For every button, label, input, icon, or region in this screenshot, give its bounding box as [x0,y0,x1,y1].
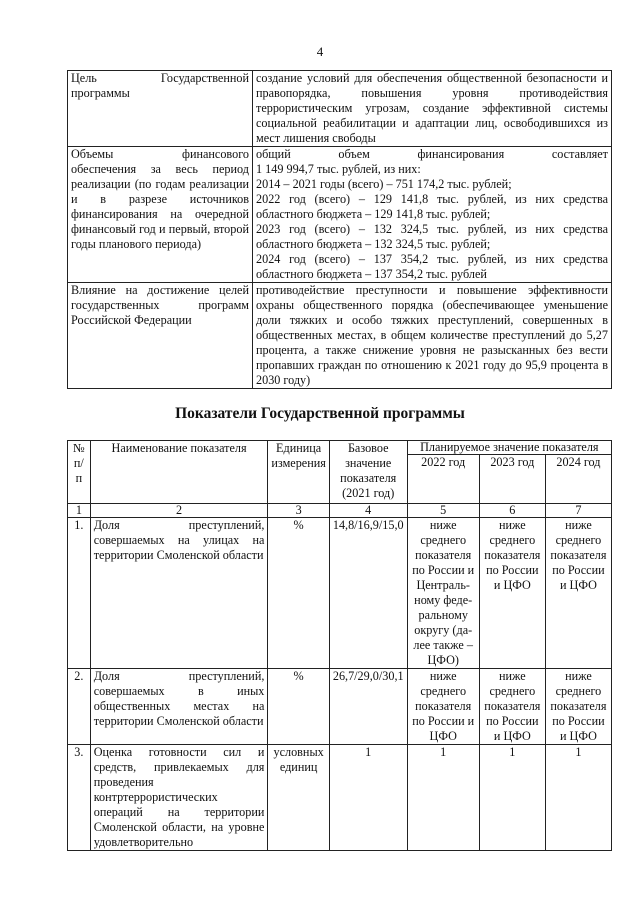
header-2023: 2023 год [479,455,545,504]
row-2023: 1 [479,745,545,851]
passport-value-impact: противодействие преступности и повышение эффективности охраны общественного порядка (обеспечивающее уменьшение доли тяжких и особо тяжких преступлений, совершенных в общественных местах, в общем количестве преступлений до 5,27 процента, а также снижение уровня не разысканных без вести пропавших граждан по отношению к 2021 году до 95,9 процента в 2030 году) [253,283,612,389]
row-2022: ниже среднего показателя по России и ЦФО [407,669,479,745]
col-index: 4 [329,504,407,518]
column-index-row [68,504,612,518]
header-num: № п/п [68,441,91,504]
header-planned: Планируемое значение показателя [407,441,611,455]
row-base: 14,8/16,9/15,0 [329,518,407,669]
passport-value-funding [253,147,612,283]
funding-line: общий объем финансирования составляет [256,147,608,161]
header-name: Наименование показателя [90,441,268,504]
funding-line: 2023 год (всего) – 132 324,5 тыс. рублей, из них средства областного бюджета – 132 324,5 тыс. рублей; [256,222,608,251]
passport-value-goal: создание условий для обеспечения общественной безопасности и правопорядка, повышения уровня противодействия террористическим угрозам, создание эффективной системы социальной реабилитации и адаптации лиц, освободившихся из мест лишения свободы [253,71,612,147]
header-2022: 2022 год [407,455,479,504]
row-unit: % [268,518,329,669]
row-2022: ниже среднего показателя по России и Централь-ному феде-ральному округу (да-лее также – ЦФО) [407,518,479,669]
col-index: 5 [407,504,479,518]
header-2024: 2024 год [545,455,611,504]
header-base: Базовое значение показателя (2021 год) [329,441,407,504]
passport-row-funding [68,147,612,283]
program-passport-table [67,70,612,389]
row-2022: 1 [407,745,479,851]
passport-label-funding: Объемы финансового обеспечения за весь период реализации (по годам реализации и в разрезе источников финансирования на очередной финансовый год и первый, второй годы планового периода) [68,147,253,283]
row-num: 3. [68,745,91,851]
row-2024: ниже среднего показателя по России и ЦФО [545,669,611,745]
passport-row-goal [68,71,612,147]
row-unit: условных единиц [268,745,329,851]
header-unit: Единица измерения [268,441,329,504]
funding-line: 1 149 994,7 тыс. рублей, из них: [256,162,421,176]
row-num: 1. [68,518,91,669]
table-row [68,518,612,669]
row-base: 1 [329,745,407,851]
row-name: Доля преступлений, совершаемых в иных общественных местах на территории Смоленской области [90,669,268,745]
row-name: Доля преступлений, совершаемых на улицах на территории Смоленской области [90,518,268,669]
funding-line: 2024 год (всего) – 137 354,2 тыс. рублей, из них средства областного бюджета – 137 354,2 тыс. рублей [256,252,608,281]
passport-label-impact: Влияние на достижение целей государственных программ Российской Федерации [68,283,253,389]
row-2024: 1 [545,745,611,851]
funding-line: 2014 – 2021 годы (всего) – 751 174,2 тыс. рублей; [256,177,512,191]
section-title: Показатели Государственной программы [175,405,465,422]
row-2023: ниже среднего показателя по России и ЦФО [479,518,545,669]
table-row [68,669,612,745]
page-number: 4 [316,44,324,59]
col-index: 1 [68,504,91,518]
row-2024: ниже среднего показателя по России и ЦФО [545,518,611,669]
col-index: 6 [479,504,545,518]
passport-label-goal: Цель Государственной программы [68,71,253,147]
passport-row-impact [68,283,612,389]
table-row [68,745,612,851]
header-row [68,441,612,455]
row-name: Оценка готовности сил и средств, привлекаемых для проведения контртеррористических операций на территории Смоленской области, на уровне удовлетворительно [90,745,268,851]
indicators-table [67,440,612,851]
row-2023: ниже среднего показателя по России и ЦФО [479,669,545,745]
row-base: 26,7/29,0/30,1 [329,669,407,745]
row-unit: % [268,669,329,745]
col-index: 7 [545,504,611,518]
col-index: 3 [268,504,329,518]
col-index: 2 [90,504,268,518]
row-num: 2. [68,669,91,745]
funding-line: 2022 год (всего) – 129 141,8 тыс. рублей, из них средства областного бюджета – 129 141,8 тыс. рублей; [256,192,608,221]
